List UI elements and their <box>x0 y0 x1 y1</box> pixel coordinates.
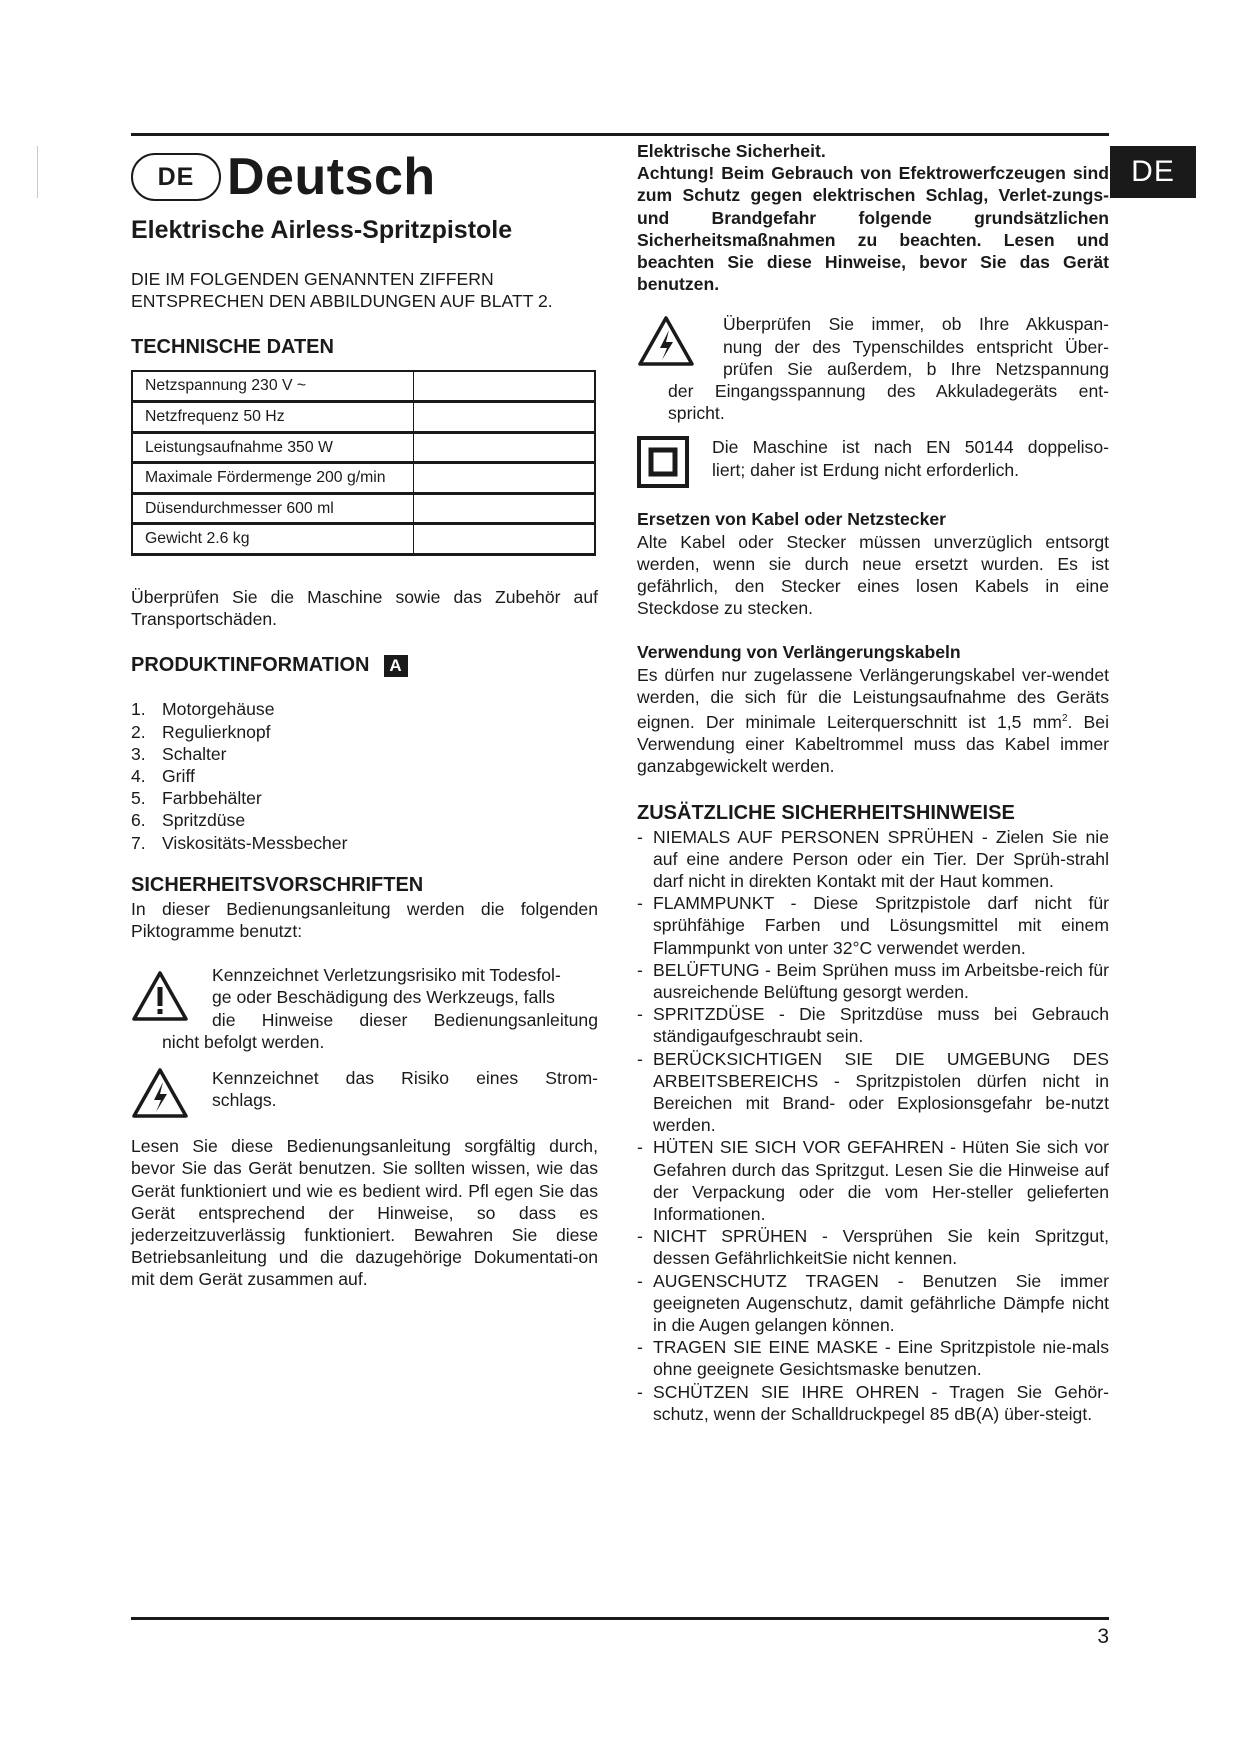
spec-label: Gewicht 2.6 kg <box>132 524 413 555</box>
part-number: 1. <box>131 699 146 720</box>
top-rule <box>131 133 1109 136</box>
hint-dash: - <box>637 1004 643 1025</box>
extension-superscript: 2 <box>1061 713 1068 725</box>
insulation-line: liert; daher ist Erdung nicht erforderlich. <box>712 459 1020 480</box>
cable-text: Alte Kabel oder Stecker müssen unverzüglich entsorgt werden, wenn sie durch neue ersetzt wurden. Es ist gefährlich, den Stecker eines losen Kabels in eine Steckdose zu stecken. <box>637 531 1109 619</box>
part-number: 3. <box>131 743 146 764</box>
extra-safety-list <box>637 826 1109 1425</box>
left-column <box>131 140 598 1291</box>
warning-line: die Hinweise dieser Bedienungsanleitung <box>212 1009 598 1030</box>
voltage-line: prüfen Sie außerdem, b Ihre Netzspannung <box>723 358 1109 379</box>
product-heading-text: PRODUKTINFORMATION <box>131 654 370 677</box>
spec-label: Netzfrequenz 50 Hz <box>132 402 413 433</box>
warning-line: Kennzeichnet Verletzungsrisiko mit Todesfol- <box>212 965 561 986</box>
warning-line: nicht befolgt werden. <box>162 1031 325 1052</box>
hint-text: NICHT SPRÜHEN - Versprühen Sie kein Spritzgut, dessen GefährlichkeitSie nicht kennen. <box>653 1226 1109 1269</box>
part-label: Griff <box>162 765 195 786</box>
language-badge: DE <box>131 153 221 201</box>
list-item <box>131 787 598 809</box>
list-item <box>637 1270 1109 1337</box>
list-item <box>637 1381 1109 1425</box>
spec-label: Netzspannung 230 V ~ <box>132 371 413 402</box>
spec-empty-cell <box>413 493 595 524</box>
spec-label: Leistungsaufnahme 350 W <box>132 432 413 463</box>
part-label: Motorgehäuse <box>162 699 275 720</box>
hint-text: BERÜCKSICHTIGEN SIE DIE UMGEBUNG DES ARBEITSBEREICHS - Spritzpistolen dürfen nicht in Bereichen mit Brand- oder Explosionsgefahr be-nutzt werden. <box>653 1048 1109 1136</box>
part-number: 2. <box>131 721 146 742</box>
part-number: 5. <box>131 788 146 809</box>
list-item <box>637 826 1109 893</box>
list-item <box>637 1048 1109 1137</box>
part-number: 7. <box>131 832 146 853</box>
page-number: 3 <box>1097 1625 1109 1648</box>
hint-dash: - <box>637 1137 643 1158</box>
list-item <box>637 959 1109 1003</box>
intro-line: ENTSPRECHEN DEN ABBILDUNGEN AUF BLATT 2. <box>131 291 553 312</box>
margin-mark <box>37 146 38 198</box>
hint-dash: - <box>637 1270 643 1291</box>
hint-dash: - <box>637 893 643 914</box>
insulation-line: Die Maschine ist nach EN 50144 doppeliso- <box>712 437 1109 458</box>
list-item <box>131 765 598 787</box>
intro-note <box>131 268 598 312</box>
list-item <box>637 1136 1109 1225</box>
voltage-line: der Eingangsspannung des Akkuladegeräts ent- <box>668 381 1109 402</box>
electric-shock-icon <box>131 1067 189 1119</box>
shock-pictogram-block <box>131 1067 598 1123</box>
part-number: 6. <box>131 810 146 831</box>
extension-text-b: . Bei Verwendung einer Kabeltrommel muss das Kabel immer ganzabgewickelt werden. <box>637 711 1109 777</box>
spec-empty-cell <box>413 402 595 433</box>
product-heading <box>131 652 598 678</box>
spec-empty-cell <box>413 371 595 402</box>
part-label: Regulierknopf <box>162 721 271 742</box>
specs-row <box>132 493 595 524</box>
extension-text-a: Es dürfen nur zugelassene Verlängerungskabel ver-wendet werden, die sich für die Leistungsaufnahme des Geräts eignen. Der minimale Leiterquerschnitt ist 1,5 mm <box>637 664 1109 732</box>
shock-text <box>131 1067 598 1111</box>
safety-heading: SICHERHEITSVORSCHRIFTEN <box>131 873 424 896</box>
list-item <box>131 721 598 743</box>
spec-label: Maximale Fördermenge 200 g/min <box>132 463 413 494</box>
hint-dash: - <box>637 826 643 847</box>
hint-dash: - <box>637 1048 643 1069</box>
list-item <box>637 1225 1109 1269</box>
voltage-pictogram-block <box>637 313 1109 424</box>
extra-safety-heading: ZUSÄTZLICHE SICHERHEITSHINWEISE <box>637 801 1015 824</box>
spec-empty-cell <box>413 432 595 463</box>
list-item <box>131 698 598 720</box>
figure-a-badge: A <box>384 655 408 677</box>
voltage-line: Überprüfen Sie immer, ob Ihre Akkuspan- <box>723 314 1109 335</box>
hint-dash: - <box>637 959 643 980</box>
warning-line: ge oder Beschädigung des Werkzeugs, falls <box>212 987 555 1008</box>
list-item <box>131 743 598 765</box>
specs-row <box>132 371 595 402</box>
extension-heading: Verwendung von Verlängerungskabeln <box>637 642 961 663</box>
list-item <box>131 832 598 854</box>
hint-text: TRAGEN SIE EINE MASKE - Eine Spritzpistole nie-mals ohne geeignete Gesichtsmaske benutzen. <box>653 1337 1109 1380</box>
part-label: Schalter <box>162 743 227 764</box>
part-label: Viskositäts-Messbecher <box>162 832 348 853</box>
hint-dash: - <box>637 1226 643 1247</box>
specs-table <box>131 370 596 556</box>
part-label: Spritzdüse <box>162 810 246 831</box>
double-insulation-block <box>637 436 1109 496</box>
warning-pictogram-block <box>131 964 598 1053</box>
shock-line: Kennzeichnet das Risiko eines Strom- <box>212 1068 598 1089</box>
hint-text: SCHÜTZEN SIE IHRE OHREN - Tragen Sie Gehör-schutz, wenn der Schalldruckpegel 85 dB(A) über-steigt. <box>653 1381 1109 1424</box>
hint-dash: - <box>637 1337 643 1358</box>
language-tab: DE <box>1110 146 1196 198</box>
spec-label: Düsendurchmesser 600 ml <box>132 493 413 524</box>
electric-shock-icon <box>637 315 695 367</box>
hint-text: FLAMMPUNKT - Diese Spritzpistole darf nicht für sprühfähige Farben und Lösungsmittel mit einem Flammpunkt von unter 32°C verwendet werden. <box>653 893 1109 958</box>
hint-text: HÜTEN SIE SICH VOR GEFAHREN - Hüten Sie sich vor Gefahren durch das Spritzgut. Lesen Sie die Hinweise auf der Verpackung oder die vom Her-steller gelieferten Informationen. <box>653 1137 1109 1224</box>
warning-triangle-icon <box>131 970 189 1022</box>
parts-list <box>131 698 598 853</box>
specs-row <box>132 463 595 494</box>
list-item <box>637 892 1109 959</box>
specs-row <box>132 402 595 433</box>
bottom-rule <box>131 1617 1109 1620</box>
part-number: 4. <box>131 765 146 786</box>
title-row <box>131 144 598 210</box>
safety-intro: In dieser Bedienungsanleitung werden die folgenden Piktogramme benutzt: <box>131 898 598 941</box>
hint-text: BELÜFTUNG - Beim Sprühen muss im Arbeitsbe-reich für ausreichende Belüftung gesorgt werden. <box>653 959 1109 1002</box>
hint-text: NIEMALS AUF PERSONEN SPRÜHEN - Zielen Sie nie auf eine andere Person oder ein Tier. Der Sprüh-strahl darf nicht in direkten Kontakt mit der Haut kommen. <box>653 826 1109 891</box>
electrical-safety-heading: Elektrische Sicherheit. <box>637 141 826 161</box>
extension-text <box>637 664 1109 778</box>
right-column <box>637 140 1109 1425</box>
warning-text <box>131 964 598 1053</box>
specs-row <box>132 432 595 463</box>
read-manual-text: Lesen Sie diese Bedienungsanleitung sorgfältig durch, bevor Sie das Gerät benutzen. Sie sollten wissen, wie das Gerät funktioniert und wie es bedient wird. Pfl egen Sie das Gerät entsprechend der Hinweise, so dass es jederzeitzuverlässig funktioniert. Bewahren Sie diese Betriebsanleitung und die dazugehörige Dokumentati-on mit dem Gerät zusammen auf. <box>131 1136 598 1290</box>
tech-heading: TECHNISCHE DATEN <box>131 336 334 359</box>
shock-line: schlags. <box>212 1090 277 1111</box>
page-title: Deutsch <box>227 148 436 206</box>
double-insulation-icon <box>637 436 689 488</box>
list-item <box>131 809 598 831</box>
hint-text: SPRITZDÜSE - Die Spritzdüse muss bei Gebrauch ständigaufgeschraubt sein. <box>653 1004 1109 1047</box>
list-item <box>637 1336 1109 1380</box>
product-subtitle: Elektrische Airless-Spritzpistole <box>131 216 513 244</box>
spec-empty-cell <box>413 463 595 494</box>
cable-heading: Ersetzen von Kabel oder Netzstecker <box>637 509 946 530</box>
voltage-line: nung der des Typenschildes entspricht Über- <box>723 336 1109 357</box>
hint-text: AUGENSCHUTZ TRAGEN - Benutzen Sie immer geeigneten Augenschutz, damit gefährliche Dämpfe nicht in die Augen gelangen können. <box>653 1270 1109 1335</box>
specs-row <box>132 524 595 555</box>
hint-dash: - <box>637 1381 643 1402</box>
transport-check-text: Überprüfen Sie die Maschine sowie das Zubehör auf Transportschäden. <box>131 586 598 630</box>
list-item <box>637 1003 1109 1047</box>
electrical-safety-warning: Achtung! Beim Gebrauch von Efektrowerfczeugen sind zum Schutz gegen elektrischen Schlag, Verlet-zungs- und Brandgefahr folgende grundsätzlichen Sicherheitsmaßnahmen zu beachten. Lesen und beachten Sie diese Hinweise, bevor Sie das Gerät benutzen. <box>637 163 1109 295</box>
spec-empty-cell <box>413 524 595 555</box>
voltage-line: spricht. <box>668 403 725 424</box>
part-label: Farbbehälter <box>162 788 262 809</box>
intro-line: DIE IM FOLGENDEN GENANNTEN ZIFFERN <box>131 269 494 289</box>
